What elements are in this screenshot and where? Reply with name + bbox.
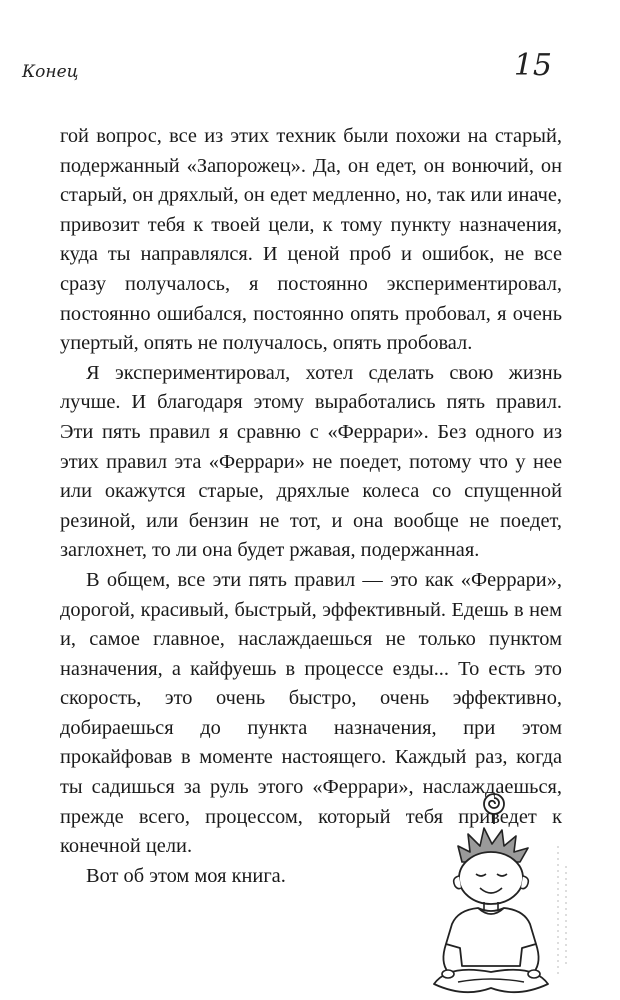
running-head: Конец <box>22 62 79 82</box>
paragraph-1: гой вопрос, все из этих техник были похожи на старый, подержанный «Запорожец». Да, он едет, он вонючий, он старый, он дряхлый, он едет медленно, но, так или иначе, привозит тебя к твоей цели, к тому пункту назначения, куда ты направлялся. И ценой проб и ошибок, не все сразу получалось, я постоянно экспериментировал, постоянно ошибался, постоянно опять пробовал, я очень упертый, опять не получалось, опять пробовал. <box>60 125 562 355</box>
page-number: 15 <box>513 48 552 83</box>
paragraph-3: В общем, все эти пять правил — это как «Феррари», дорогой, красивый, быстрый, эффективный. Едешь в нем и, самое главное, наслаждаешься не только пунктом назначения, а кайфуешь в процессе езды... То есть это скорость, это очень быстро, очень эффективно, добираешься до пункта назначения, при этом прокайфовав в моменте настоящего. Каждый раз, когда ты садишься за руль этого «Феррари», наслаждаешься, прежде всего, процессом, который тебя приведет к конечной цели. <box>60 568 562 858</box>
paragraph-4: Вот об этом моя книга. <box>86 864 286 887</box>
meditating-boy-icon <box>418 776 618 1000</box>
paragraph-2: Я экспериментировал, хотел сделать свою жизнь лучше. И благодаря этому выработались пять правил. Эти пять правил я сравню с «Феррари». Без одного из этих правил эта «Феррари» не поедет, потому что у нее или окажутся старые, дряхлые колеса со спущенной резиной, или бензин не тот, и она вообще не поедет, заглохнет, то ли она будет ржавая, подержанная. <box>60 361 562 562</box>
